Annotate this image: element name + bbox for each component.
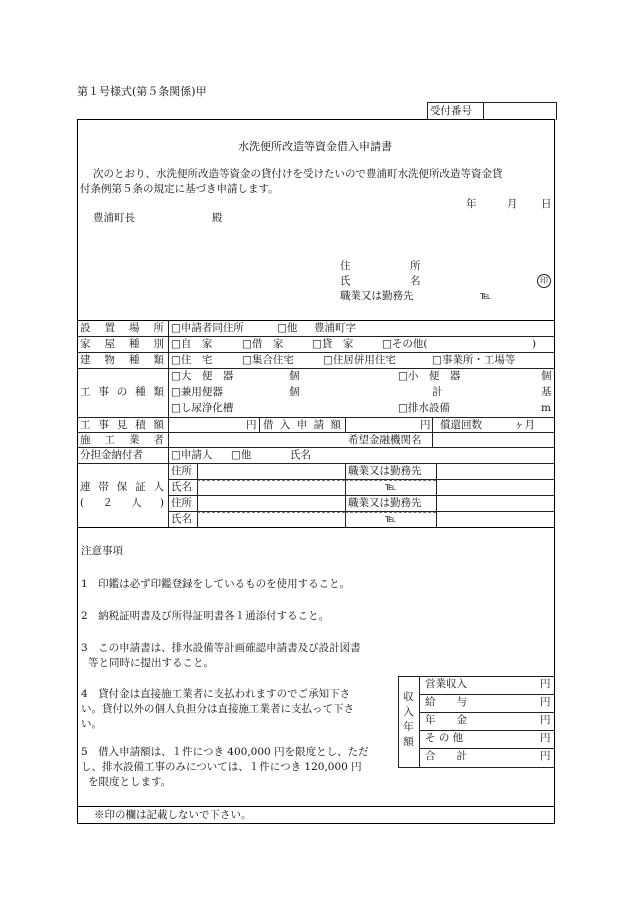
form-number: 第１号様式(第５条関係)甲	[77, 85, 207, 98]
form-title: 水洗便所改造等資金借入申請書	[238, 140, 392, 153]
guarantor-1-tel-label: ℡	[385, 481, 397, 493]
guarantor-1-occupation-label: 職業又は勤務先	[348, 465, 422, 477]
work-toilet-dual[interactable]: □兼用便器	[171, 386, 223, 398]
income-salary-label: 給 与	[425, 696, 467, 708]
payer-option-applicant[interactable]: □申請人	[171, 449, 213, 461]
footer-note: ※印の欄は記載しないで下さい。	[94, 809, 252, 821]
date-year: 年	[466, 198, 477, 210]
estimate-label: 工 事 見 積 額	[80, 419, 164, 431]
income-salary-unit: 円	[540, 696, 551, 708]
receipt-number-box	[427, 102, 557, 120]
receipt-number-label: 受付番号	[430, 105, 472, 117]
note-4-line-2: い。貸付以外の個人負担分は直接施工業者に支払って下さ	[81, 703, 354, 715]
bank-label: 希望金融機関名	[348, 434, 422, 446]
work-drainage[interactable]: □排水設備	[398, 402, 450, 414]
applicant-occupation-label: 職業又は勤務先	[340, 290, 414, 302]
note-5-line-1: 5 借入申請額は、１件につき 400,000 円を限度とし、ただ	[81, 746, 369, 758]
guarantor-label: 連 帯 保 証 人	[80, 481, 164, 493]
location-option-same-address[interactable]: □申請者同住所	[171, 322, 244, 334]
loan-amount-yen: 円	[420, 419, 431, 431]
income-other-label: そ の 他	[425, 732, 464, 744]
guarantor-2-tel-label: ℡	[385, 513, 397, 525]
house-type-rented[interactable]: □借 家	[242, 338, 284, 350]
income-pension-label: 年 金	[425, 714, 467, 726]
repayment-count-unit: ヶ月	[514, 419, 535, 431]
note-5-line-2: し、排水設備工事のみについては、１件につき 120,000 円	[81, 761, 362, 773]
building-type-label: 建 物 種 類	[80, 354, 164, 366]
building-type-business[interactable]: □事業所・工場等	[432, 354, 516, 366]
work-toilet-dual-unit: 個	[289, 386, 300, 398]
applicant-address-label-2: 所	[410, 260, 421, 272]
intro-line-1: 次のとおり、水洗便所改造等資金の貸付けを受けたいので豊浦町水洗便所改造等資金貸	[93, 168, 503, 180]
income-table	[398, 676, 555, 768]
note-3-line-1: 3 この申請書は、排水設備等計画確認申請書及び設計図書	[81, 642, 361, 654]
income-total-label: 合 計	[425, 750, 467, 762]
location-town-label: 豊浦町字	[314, 322, 356, 334]
note-1: 1 印鑑は必ず印鑑登録をしているものを使用すること。	[81, 578, 351, 590]
guarantor-1-name-label: 氏名	[171, 481, 192, 493]
income-business-label: 営業収入	[425, 678, 467, 690]
date-month: 月	[507, 198, 518, 210]
loan-amount-label: 借 入 申 請 額	[263, 419, 341, 431]
note-4-line-1: 4 貸付金は直接施工業者に支払われますのでご承知下さ	[81, 688, 351, 700]
income-pension-unit: 円	[540, 714, 551, 726]
work-toilet-large-unit: 個	[289, 370, 300, 382]
addressee-name: 豊浦町長	[93, 212, 135, 224]
guarantor-2-name-label: 氏名	[171, 513, 192, 525]
work-drainage-unit: m	[541, 402, 551, 414]
payer-option-other[interactable]: □他	[231, 449, 252, 461]
income-total-unit: 円	[540, 750, 551, 762]
location-label: 設 置 場 所	[80, 322, 164, 334]
income-vertical-label: 収 入 年 額	[403, 691, 414, 748]
applicant-address-label-1: 住	[340, 260, 351, 272]
date-day: 日	[541, 198, 552, 210]
building-type-mixed[interactable]: □住居併用住宅	[323, 354, 396, 366]
income-other-unit: 円	[540, 732, 551, 744]
work-total-label: 計	[432, 386, 443, 398]
applicant-name-label-2: 名	[410, 275, 421, 287]
house-type-other-close: )	[532, 338, 537, 350]
note-4-line-3: い。	[81, 718, 102, 730]
building-type-house[interactable]: □住 宅	[171, 354, 213, 366]
guarantor-2-occupation-label: 職業又は勤務先	[348, 497, 422, 509]
payer-name-label: 氏名	[290, 449, 311, 461]
note-5-line-3: を限度とします。	[88, 776, 172, 788]
location-option-other[interactable]: □他	[277, 322, 298, 334]
addressee-honorific: 殿	[212, 212, 223, 224]
payer-label: 分担金納付者	[80, 449, 143, 461]
house-type-own[interactable]: □自 家	[171, 338, 213, 350]
house-type-other[interactable]: □その他(	[382, 338, 428, 350]
work-septic-tank[interactable]: □し尿浄化槽	[171, 402, 234, 414]
intro-line-2: 付条例第５条の規定に基づき申請します。	[80, 183, 279, 195]
work-urinal[interactable]: □小 便 器	[398, 370, 461, 382]
work-total-unit: 基	[541, 386, 552, 398]
note-2: 2 納税証明書及び所得証明書各１通添付すること。	[81, 610, 330, 622]
applicant-name-label-1: 氏	[340, 275, 351, 287]
applicant-tel-label: ℡	[480, 290, 492, 302]
note-3-line-2: 等と同時に提出すること。	[88, 657, 214, 669]
house-type-label: 家 屋 種 別	[80, 338, 164, 350]
contractor-label: 施 工 業 者	[80, 434, 164, 446]
estimate-yen: 円	[246, 419, 257, 431]
house-type-lent[interactable]: □貸 家	[312, 338, 354, 350]
building-type-apartment[interactable]: □集合住宅	[242, 354, 294, 366]
seal-mark: 印	[537, 274, 551, 288]
work-type-label: 工 事 の 種 類	[80, 386, 164, 398]
notes-heading: 注意事項	[81, 545, 123, 557]
guarantor-2-address-label: 住所	[171, 497, 192, 509]
guarantor-count: ( ２ 人 )	[80, 497, 164, 509]
work-toilet-large[interactable]: □大 便 器	[171, 370, 234, 382]
work-urinal-unit: 個	[541, 370, 552, 382]
income-business-unit: 円	[540, 678, 551, 690]
guarantor-1-address-label: 住所	[171, 465, 192, 477]
repayment-count-label: 償還回数	[440, 419, 482, 431]
